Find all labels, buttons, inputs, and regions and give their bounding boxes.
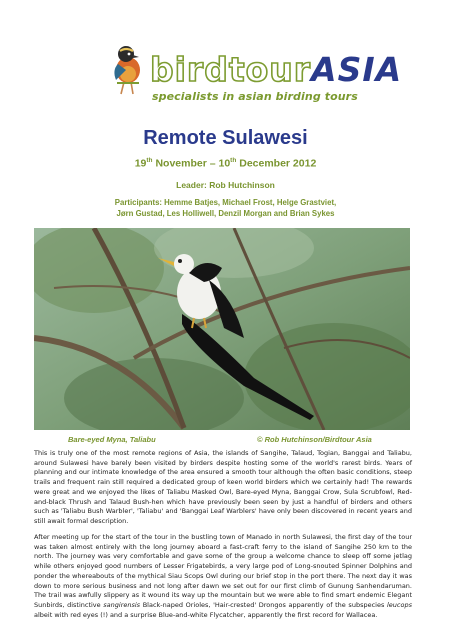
bird-photo <box>34 228 410 430</box>
report-title: Remote Sulawesi <box>143 127 308 149</box>
header <box>0 0 451 110</box>
brand-tagline: specialists in asian birding tours <box>152 90 358 103</box>
participants-list <box>40 198 411 219</box>
brand-name-bold: ASIA <box>311 50 403 89</box>
participants-line-2: Jørn Gustad, Les Holliwell, Denzil Morgan and Brian Sykes <box>116 208 335 218</box>
paragraph-itinerary: After meeting up for the start of the tour in the bustling town of Manado in north Sulawesi, the first day of the tour was taken almost entirely with the long journey aboard a fast-craft ferry to the island of Sangihe 250 km to the north. The journey was very comfortable and gave some of the group a welcome chance to sleep off some jetlag while others enjoyed good numbers of Lesser Frigatebirds, a very large pod of Long-snouted Spinner Dolphins and ponder the whereabouts of the mythical Siau Scops Owl during our brief stop in the port there. The next day it was down to more serious business and not long after dawn we set out for our first climb of Gunung Sanhendaruman. The trail was awfully slippery as it wound its way up the mountain but we were able to find smart endemic Elegant Sunbirds, distinctive sangirensis Black-naped Orioles, 'Hair-crested' Drongos apparently of the subspecies leucops albeit with red eyes (!) and a surprise Blue-and-white Flycatcher, apparently the first record for Wallacea. <box>34 533 412 619</box>
brand-wordmark <box>150 52 402 88</box>
paragraph-intro: This is truly one of the most remote regions of Asia, the islands of Sangihe, Talaud, Togian, Banggai and Taliabu, around Sulawesi have barely been visited by birders despite hosting some of the world's rarest birds. Years of planning and our intimate knowledge of the area ensured a smooth tour although the often basic conditions, steep trails and frequent rain still required a dedicated group of keen world birders which we certainly had! The rewards were great and we enjoyed the likes of Taliabu Masked Owl, Bare-eyed Myna, Banggai Crow, Sula Scrubfowl, Red-and-black Thrush and Talaud Bush-hen which have previously been seen by just a handful of birders and others such as 'Taliabu Bush Warbler', 'Taliabu' and 'Banggai Leaf Warblers' have only been discovered in recent years and still await formal description. <box>34 449 412 525</box>
photo-caption: Bare-eyed Myna, Taliabu <box>68 435 156 444</box>
tour-leader: Leader: Rob Hutchinson <box>176 180 275 190</box>
photo-credit: © Rob Hutchinson/Birdtour Asia <box>257 435 372 444</box>
tour-dates: 19th November – 10th December 2012 <box>134 157 317 170</box>
brand-name-light: birdtour <box>150 50 312 89</box>
participants-line-1: Participants: Hemme Batjes, Michael Frost, Helge Grastviet, <box>114 198 337 207</box>
bare-eyed-myna-photo-image <box>34 228 410 430</box>
pitta-bird-logo-icon <box>104 40 150 96</box>
